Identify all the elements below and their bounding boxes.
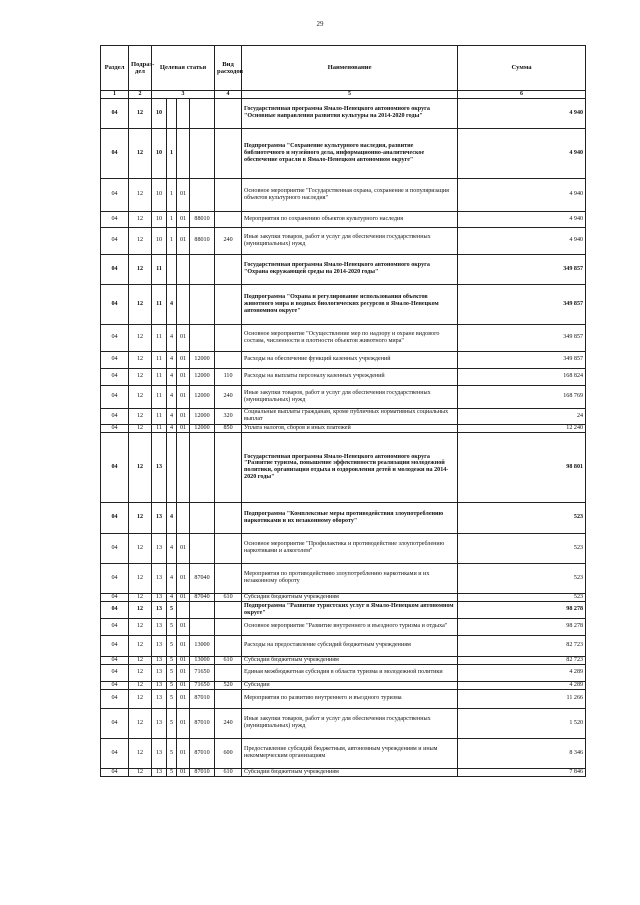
subsection-cell: 12 bbox=[129, 385, 152, 408]
section-cell: 04 bbox=[101, 502, 129, 533]
table-row bbox=[101, 98, 586, 128]
expense-type-cell: 610 bbox=[215, 656, 242, 664]
subprogram-code-cell: 4 bbox=[167, 424, 177, 432]
direction-code-cell bbox=[190, 178, 215, 211]
program-code-cell: 11 bbox=[152, 408, 167, 424]
sum-cell: 349 857 bbox=[458, 351, 586, 368]
direction-code-cell: 12000 bbox=[190, 424, 215, 432]
name-cell: Социальные выплаты гражданам, кроме публичных нормативных социальных выплат bbox=[242, 408, 458, 424]
expense-type-cell bbox=[215, 324, 242, 351]
expense-type-cell: 610 bbox=[215, 768, 242, 776]
expense-type-cell bbox=[215, 178, 242, 211]
name-cell: Уплата налогов, сборов и иных платежей bbox=[242, 424, 458, 432]
sum-cell: 4 940 bbox=[458, 98, 586, 128]
table-row bbox=[101, 533, 586, 563]
program-code-cell: 11 bbox=[152, 351, 167, 368]
subprogram-code-cell bbox=[167, 98, 177, 128]
name-cell: Основное мероприятие "Государственная охрана, сохранение и популяризация объектов культурного наследия" bbox=[242, 178, 458, 211]
program-code-cell: 13 bbox=[152, 656, 167, 664]
name-cell: Иные закупки товаров, работ и услуг для обеспечения государственных (муниципальных) нужд bbox=[242, 227, 458, 254]
subsection-cell: 12 bbox=[129, 689, 152, 708]
activity-code-cell: 01 bbox=[177, 689, 190, 708]
sum-cell: 4 940 bbox=[458, 178, 586, 211]
table-row bbox=[101, 656, 586, 664]
direction-code-cell: 13000 bbox=[190, 635, 215, 656]
direction-code-cell: 88010 bbox=[190, 227, 215, 254]
subsection-cell: 12 bbox=[129, 768, 152, 776]
table-row bbox=[101, 368, 586, 385]
section-cell: 04 bbox=[101, 385, 129, 408]
program-code-cell: 13 bbox=[152, 601, 167, 618]
column-number: 1 bbox=[101, 91, 129, 99]
column-number: 4 bbox=[215, 91, 242, 99]
activity-code-cell: 01 bbox=[177, 227, 190, 254]
subprogram-code-cell: 1 bbox=[167, 211, 177, 227]
subsection-cell: 12 bbox=[129, 563, 152, 593]
direction-code-cell: 87040 bbox=[190, 593, 215, 601]
name-cell: Государственная программа Ямало-Ненецкого автономного округа "Основные направления развития культуры на 2014-2020 годы" bbox=[242, 98, 458, 128]
direction-code-cell bbox=[190, 432, 215, 502]
subprogram-code-cell: 5 bbox=[167, 738, 177, 768]
subprogram-code-cell: 5 bbox=[167, 656, 177, 664]
name-cell: Мероприятия по сохранению объектов культурного наследия bbox=[242, 211, 458, 227]
subprogram-code-cell: 5 bbox=[167, 601, 177, 618]
subprogram-code-cell bbox=[167, 254, 177, 284]
table-row bbox=[101, 768, 586, 776]
direction-code-cell bbox=[190, 254, 215, 284]
activity-code-cell bbox=[177, 128, 190, 178]
section-cell: 04 bbox=[101, 408, 129, 424]
name-cell: Мероприятия по противодействию злоупотреблению наркотиками и их незаконному обороту bbox=[242, 563, 458, 593]
sum-cell: 523 bbox=[458, 563, 586, 593]
program-code-cell: 13 bbox=[152, 533, 167, 563]
program-code-cell: 13 bbox=[152, 593, 167, 601]
program-code-cell: 13 bbox=[152, 689, 167, 708]
program-code-cell: 11 bbox=[152, 284, 167, 324]
expense-type-cell: 240 bbox=[215, 227, 242, 254]
activity-code-cell: 01 bbox=[177, 593, 190, 601]
name-cell: Единая межбюджетная субсидия в области туризма и молодежной политики bbox=[242, 664, 458, 681]
section-cell: 04 bbox=[101, 424, 129, 432]
name-cell: Основное мероприятие "Профилактика и противодействие злоупотреблению наркотиками и алкоголем" bbox=[242, 533, 458, 563]
header-target-article: Целевая статья bbox=[152, 46, 215, 91]
program-code-cell: 13 bbox=[152, 708, 167, 738]
sum-cell: 1 520 bbox=[458, 708, 586, 738]
program-code-cell: 10 bbox=[152, 178, 167, 211]
program-code-cell: 13 bbox=[152, 502, 167, 533]
expense-type-cell bbox=[215, 618, 242, 635]
expense-type-cell bbox=[215, 689, 242, 708]
subprogram-code-cell: 1 bbox=[167, 178, 177, 211]
subsection-cell: 12 bbox=[129, 408, 152, 424]
direction-code-cell: 12000 bbox=[190, 351, 215, 368]
subsection-cell: 12 bbox=[129, 128, 152, 178]
sum-cell: 7 846 bbox=[458, 768, 586, 776]
direction-code-cell bbox=[190, 502, 215, 533]
expense-type-cell bbox=[215, 254, 242, 284]
direction-code-cell: 12000 bbox=[190, 368, 215, 385]
direction-code-cell: 71650 bbox=[190, 681, 215, 689]
activity-code-cell bbox=[177, 98, 190, 128]
activity-code-cell bbox=[177, 254, 190, 284]
subprogram-code-cell: 5 bbox=[167, 768, 177, 776]
sum-cell: 24 bbox=[458, 408, 586, 424]
expense-type-cell bbox=[215, 502, 242, 533]
expense-type-cell: 240 bbox=[215, 708, 242, 738]
direction-code-cell bbox=[190, 533, 215, 563]
subsection-cell: 12 bbox=[129, 98, 152, 128]
subprogram-code-cell: 4 bbox=[167, 324, 177, 351]
program-code-cell: 11 bbox=[152, 254, 167, 284]
subprogram-code-cell: 4 bbox=[167, 368, 177, 385]
activity-code-cell: 01 bbox=[177, 738, 190, 768]
subsection-cell: 12 bbox=[129, 656, 152, 664]
expense-type-cell bbox=[215, 98, 242, 128]
subsection-cell: 12 bbox=[129, 681, 152, 689]
subsection-cell: 12 bbox=[129, 227, 152, 254]
subsection-cell: 12 bbox=[129, 738, 152, 768]
sum-cell: 349 857 bbox=[458, 284, 586, 324]
subsection-cell: 12 bbox=[129, 635, 152, 656]
subsection-cell: 12 bbox=[129, 502, 152, 533]
section-cell: 04 bbox=[101, 768, 129, 776]
direction-code-cell: 88010 bbox=[190, 211, 215, 227]
subprogram-code-cell: 4 bbox=[167, 408, 177, 424]
subprogram-code-cell: 1 bbox=[167, 128, 177, 178]
name-cell: Основное мероприятие "Развитие внутреннего и въездного туризма и отдыха" bbox=[242, 618, 458, 635]
expense-type-cell: 600 bbox=[215, 738, 242, 768]
expense-type-cell bbox=[215, 601, 242, 618]
direction-code-cell bbox=[190, 98, 215, 128]
activity-code-cell bbox=[177, 601, 190, 618]
direction-code-cell: 12000 bbox=[190, 385, 215, 408]
sum-cell: 4 289 bbox=[458, 664, 586, 681]
program-code-cell: 11 bbox=[152, 324, 167, 351]
subsection-cell: 12 bbox=[129, 211, 152, 227]
sum-cell: 11 266 bbox=[458, 689, 586, 708]
subsection-cell: 12 bbox=[129, 324, 152, 351]
direction-code-cell bbox=[190, 128, 215, 178]
sum-cell: 8 346 bbox=[458, 738, 586, 768]
sum-cell: 349 857 bbox=[458, 254, 586, 284]
column-number: 3 bbox=[152, 91, 215, 99]
program-code-cell: 11 bbox=[152, 368, 167, 385]
name-cell: Подпрограмма "Развитие туристских услуг в Ямало-Ненецком автономном округе" bbox=[242, 601, 458, 618]
sum-cell: 168 824 bbox=[458, 368, 586, 385]
expense-type-cell: 240 bbox=[215, 385, 242, 408]
subsection-cell: 12 bbox=[129, 618, 152, 635]
activity-code-cell: 01 bbox=[177, 424, 190, 432]
table-row bbox=[101, 502, 586, 533]
direction-code-cell bbox=[190, 601, 215, 618]
activity-code-cell: 01 bbox=[177, 664, 190, 681]
subsection-cell: 12 bbox=[129, 533, 152, 563]
section-cell: 04 bbox=[101, 368, 129, 385]
activity-code-cell: 01 bbox=[177, 351, 190, 368]
subprogram-code-cell: 5 bbox=[167, 664, 177, 681]
program-code-cell: 10 bbox=[152, 128, 167, 178]
column-number-row bbox=[101, 91, 586, 99]
name-cell: Субсидии бюджетным учреждениям bbox=[242, 593, 458, 601]
table-row bbox=[101, 408, 586, 424]
section-cell: 04 bbox=[101, 563, 129, 593]
header-expense-type: Вид расходов bbox=[215, 46, 242, 91]
activity-code-cell: 01 bbox=[177, 618, 190, 635]
section-cell: 04 bbox=[101, 664, 129, 681]
subsection-cell: 12 bbox=[129, 254, 152, 284]
table-row bbox=[101, 254, 586, 284]
program-code-cell: 10 bbox=[152, 98, 167, 128]
activity-code-cell: 01 bbox=[177, 533, 190, 563]
table-body bbox=[101, 98, 586, 776]
section-cell: 04 bbox=[101, 708, 129, 738]
program-code-cell: 10 bbox=[152, 211, 167, 227]
program-code-cell: 13 bbox=[152, 768, 167, 776]
direction-code-cell: 87010 bbox=[190, 708, 215, 738]
section-cell: 04 bbox=[101, 533, 129, 563]
sum-cell: 98 278 bbox=[458, 618, 586, 635]
activity-code-cell: 01 bbox=[177, 681, 190, 689]
table-row bbox=[101, 681, 586, 689]
activity-code-cell: 01 bbox=[177, 178, 190, 211]
header-sum: Сумма bbox=[458, 46, 586, 91]
section-cell: 04 bbox=[101, 593, 129, 601]
expense-type-cell bbox=[215, 533, 242, 563]
program-code-cell: 13 bbox=[152, 635, 167, 656]
program-code-cell: 11 bbox=[152, 385, 167, 408]
section-cell: 04 bbox=[101, 178, 129, 211]
subprogram-code-cell: 1 bbox=[167, 227, 177, 254]
section-cell: 04 bbox=[101, 618, 129, 635]
expense-type-cell bbox=[215, 128, 242, 178]
sum-cell: 523 bbox=[458, 593, 586, 601]
table-row bbox=[101, 178, 586, 211]
table-row bbox=[101, 635, 586, 656]
header-razdel: Раздел bbox=[101, 46, 129, 91]
subsection-cell: 12 bbox=[129, 284, 152, 324]
name-cell: Государственная программа Ямало-Ненецкого автономного округа "Развитие туризма, повышение эффективности реализации молодежной политики, организация отдыха и оздоровления детей и молодежи на 2014-2020 годы" bbox=[242, 432, 458, 502]
table-row bbox=[101, 593, 586, 601]
sum-cell: 98 278 bbox=[458, 601, 586, 618]
activity-code-cell: 01 bbox=[177, 368, 190, 385]
activity-code-cell bbox=[177, 502, 190, 533]
table-row bbox=[101, 738, 586, 768]
program-code-cell: 10 bbox=[152, 227, 167, 254]
sum-cell: 4 940 bbox=[458, 211, 586, 227]
direction-code-cell bbox=[190, 324, 215, 351]
section-cell: 04 bbox=[101, 324, 129, 351]
direction-code-cell bbox=[190, 284, 215, 324]
direction-code-cell: 87040 bbox=[190, 563, 215, 593]
sum-cell: 12 240 bbox=[458, 424, 586, 432]
table-row bbox=[101, 424, 586, 432]
subprogram-code-cell: 4 bbox=[167, 593, 177, 601]
table-row bbox=[101, 689, 586, 708]
header-name: Наименование bbox=[242, 46, 458, 91]
table-row bbox=[101, 601, 586, 618]
sum-cell: 82 723 bbox=[458, 656, 586, 664]
activity-code-cell: 01 bbox=[177, 768, 190, 776]
sum-cell: 523 bbox=[458, 533, 586, 563]
table-row bbox=[101, 324, 586, 351]
sum-cell: 523 bbox=[458, 502, 586, 533]
subprogram-code-cell: 4 bbox=[167, 533, 177, 563]
subprogram-code-cell: 4 bbox=[167, 385, 177, 408]
expense-type-cell bbox=[215, 284, 242, 324]
table-row bbox=[101, 227, 586, 254]
name-cell: Государственная программа Ямало-Ненецкого автономного округа "Охрана окружающей среды на 2014-2020 годы" bbox=[242, 254, 458, 284]
table-row bbox=[101, 385, 586, 408]
activity-code-cell bbox=[177, 284, 190, 324]
direction-code-cell: 87010 bbox=[190, 689, 215, 708]
subsection-cell: 12 bbox=[129, 664, 152, 681]
header-row bbox=[101, 46, 586, 91]
section-cell: 04 bbox=[101, 211, 129, 227]
section-cell: 04 bbox=[101, 689, 129, 708]
page-number: 29 bbox=[316, 20, 324, 28]
sum-cell: 349 857 bbox=[458, 324, 586, 351]
program-code-cell: 13 bbox=[152, 681, 167, 689]
activity-code-cell: 01 bbox=[177, 211, 190, 227]
direction-code-cell: 12000 bbox=[190, 408, 215, 424]
expense-type-cell bbox=[215, 664, 242, 681]
name-cell: Основное мероприятие "Осуществление мер по надзору и охране видового состава, численности и плотности объектов животного мира" bbox=[242, 324, 458, 351]
sum-cell: 98 801 bbox=[458, 432, 586, 502]
section-cell: 04 bbox=[101, 284, 129, 324]
section-cell: 04 bbox=[101, 227, 129, 254]
expense-type-cell: 110 bbox=[215, 368, 242, 385]
program-code-cell: 13 bbox=[152, 618, 167, 635]
name-cell: Расходы на выплаты персоналу казенных учреждений bbox=[242, 368, 458, 385]
expense-type-cell bbox=[215, 635, 242, 656]
column-number: 6 bbox=[458, 91, 586, 99]
section-cell: 04 bbox=[101, 656, 129, 664]
direction-code-cell: 13000 bbox=[190, 656, 215, 664]
expense-type-cell bbox=[215, 563, 242, 593]
subsection-cell: 12 bbox=[129, 424, 152, 432]
subprogram-code-cell: 5 bbox=[167, 708, 177, 738]
section-cell: 04 bbox=[101, 601, 129, 618]
name-cell: Подпрограмма "Охрана и регулирование использования объектов животного мира и водных биологических ресурсов в Ямало-Ненецком автономном округе" bbox=[242, 284, 458, 324]
name-cell: Субсидии бюджетным учреждениям bbox=[242, 656, 458, 664]
activity-code-cell bbox=[177, 432, 190, 502]
expense-type-cell: 850 bbox=[215, 424, 242, 432]
table-row bbox=[101, 664, 586, 681]
sum-cell: 4 940 bbox=[458, 227, 586, 254]
name-cell: Иные закупки товаров, работ и услуг для обеспечения государственных (муниципальных) нужд bbox=[242, 385, 458, 408]
direction-code-cell: 87010 bbox=[190, 768, 215, 776]
header-podrazdel: Подраз-дел bbox=[129, 46, 152, 91]
name-cell: Подпрограмма "Сохранение культурного наследия, развитие библиотечного и музейного дела, информационно-аналитическое обеспечение отрасли в Ямало-Ненецком автономном округе" bbox=[242, 128, 458, 178]
direction-code-cell: 71650 bbox=[190, 664, 215, 681]
direction-code-cell bbox=[190, 618, 215, 635]
subprogram-code-cell: 5 bbox=[167, 618, 177, 635]
table-row bbox=[101, 211, 586, 227]
activity-code-cell: 01 bbox=[177, 563, 190, 593]
subprogram-code-cell: 4 bbox=[167, 502, 177, 533]
name-cell: Расходы на предоставление субсидий бюджетным учреждениям bbox=[242, 635, 458, 656]
table-row bbox=[101, 432, 586, 502]
expense-type-cell bbox=[215, 432, 242, 502]
table-row bbox=[101, 563, 586, 593]
sum-cell: 4 940 bbox=[458, 128, 586, 178]
name-cell: Расходы на обеспечение функций казенных учреждений bbox=[242, 351, 458, 368]
section-cell: 04 bbox=[101, 351, 129, 368]
expense-type-cell bbox=[215, 351, 242, 368]
name-cell: Иные закупки товаров, работ и услуг для обеспечения государственных (муниципальных) нужд bbox=[242, 708, 458, 738]
table-row bbox=[101, 618, 586, 635]
program-code-cell: 13 bbox=[152, 432, 167, 502]
name-cell: Субсидии bbox=[242, 681, 458, 689]
table-row bbox=[101, 708, 586, 738]
subprogram-code-cell: 5 bbox=[167, 635, 177, 656]
section-cell: 04 bbox=[101, 681, 129, 689]
sum-cell: 82 723 bbox=[458, 635, 586, 656]
subprogram-code-cell: 5 bbox=[167, 681, 177, 689]
section-cell: 04 bbox=[101, 738, 129, 768]
section-cell: 04 bbox=[101, 98, 129, 128]
direction-code-cell: 87010 bbox=[190, 738, 215, 768]
subsection-cell: 12 bbox=[129, 178, 152, 211]
activity-code-cell: 01 bbox=[177, 656, 190, 664]
name-cell: Подпрограмма "Комплексные меры противодействия злоупотреблению наркотиками и их незаконному обороту" bbox=[242, 502, 458, 533]
expense-type-cell: 320 bbox=[215, 408, 242, 424]
subprogram-code-cell: 4 bbox=[167, 284, 177, 324]
section-cell: 04 bbox=[101, 432, 129, 502]
subprogram-code-cell: 4 bbox=[167, 351, 177, 368]
subprogram-code-cell: 5 bbox=[167, 689, 177, 708]
budget-table bbox=[100, 45, 586, 777]
subsection-cell: 12 bbox=[129, 351, 152, 368]
activity-code-cell: 01 bbox=[177, 385, 190, 408]
table-row bbox=[101, 351, 586, 368]
activity-code-cell: 01 bbox=[177, 408, 190, 424]
name-cell: Предоставление субсидий бюджетным, автономным учреждениям и иным некоммерческим организациям bbox=[242, 738, 458, 768]
column-number: 2 bbox=[129, 91, 152, 99]
program-code-cell: 13 bbox=[152, 738, 167, 768]
activity-code-cell: 01 bbox=[177, 635, 190, 656]
sum-cell: 4 289 bbox=[458, 681, 586, 689]
subsection-cell: 12 bbox=[129, 368, 152, 385]
name-cell: Мероприятия по развитию внутреннего и въездного туризма bbox=[242, 689, 458, 708]
expense-type-cell bbox=[215, 211, 242, 227]
expense-type-cell: 520 bbox=[215, 681, 242, 689]
subsection-cell: 12 bbox=[129, 432, 152, 502]
subsection-cell: 12 bbox=[129, 601, 152, 618]
column-number: 5 bbox=[242, 91, 458, 99]
expense-type-cell: 610 bbox=[215, 593, 242, 601]
table-row bbox=[101, 284, 586, 324]
name-cell: Субсидии бюджетным учреждениям bbox=[242, 768, 458, 776]
subsection-cell: 12 bbox=[129, 593, 152, 601]
section-cell: 04 bbox=[101, 128, 129, 178]
section-cell: 04 bbox=[101, 635, 129, 656]
program-code-cell: 11 bbox=[152, 424, 167, 432]
section-cell: 04 bbox=[101, 254, 129, 284]
program-code-cell: 13 bbox=[152, 664, 167, 681]
subprogram-code-cell bbox=[167, 432, 177, 502]
table-row bbox=[101, 128, 586, 178]
activity-code-cell: 01 bbox=[177, 324, 190, 351]
program-code-cell: 13 bbox=[152, 563, 167, 593]
sum-cell: 168 769 bbox=[458, 385, 586, 408]
activity-code-cell: 01 bbox=[177, 708, 190, 738]
subsection-cell: 12 bbox=[129, 708, 152, 738]
subprogram-code-cell: 4 bbox=[167, 563, 177, 593]
